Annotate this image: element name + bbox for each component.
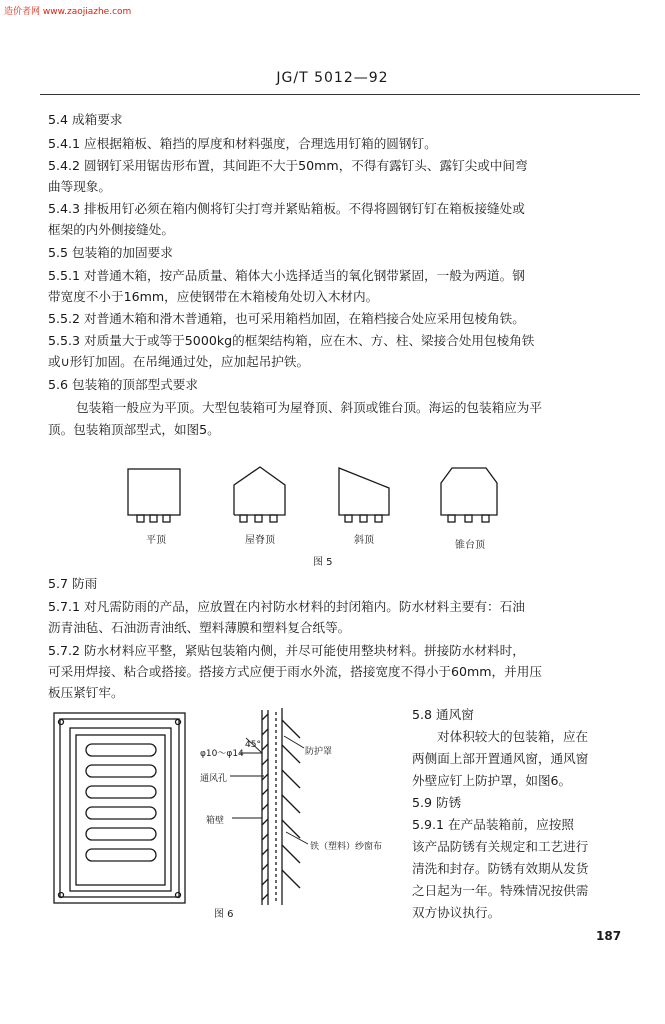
clause-5-4-1: 5.4.1 应根据箱板、箱挡的厚度和材料强度，合理选用钉箱的圆钢钉。 — [48, 136, 437, 151]
box-flat-top — [128, 469, 180, 522]
page-number: 187 — [596, 929, 622, 943]
clause-5-7-2-line2: 可采用焊接、粘合或搭接。搭接方式应便于雨水外流，搭接宽度不得小于60mm，并用压 — [48, 664, 542, 679]
label-guard: 防护罩 — [305, 747, 333, 757]
clause-5-9-1-line1: 5.9.1 在产品装箱前，应按照 — [412, 817, 574, 832]
clause-5-4-3-line2: 框架的内外侧接缝处。 — [48, 222, 174, 237]
label-flat-top: 平顶 — [146, 535, 166, 546]
clause-5-5-3-line1: 5.5.3 对质量大于或等于5000kg的框架结构箱，应在木、方、柱、梁接合处用包棱角铁 — [48, 333, 535, 348]
clause-5-9-1-line3: 清洗和封存。防锈有效期从发货 — [412, 861, 589, 876]
clause-5-5-3-line2: 或∪形钉加固。在吊绳通过处，应加起吊护铁。 — [48, 354, 310, 369]
clause-5-4-2-line2: 曲等现象。 — [48, 179, 111, 194]
clause-5-9-1-line4: 之日起为一年。特殊情况按供需 — [412, 883, 589, 898]
figure5-caption: 图 5 — [313, 557, 333, 568]
section-5-9-heading: 5.9 防锈 — [412, 795, 462, 810]
figure6-caption: 图 6 — [214, 909, 234, 920]
clause-5-7-1-line1: 5.7.1 对凡需防雨的产品，应放置在内衬防水材料的封闭箱内。防水材料主要有：石油 — [48, 599, 525, 614]
label-screen: 铁（塑料）纱窗布 — [310, 842, 383, 852]
section-5-8-heading: 5.8 通风窗 — [412, 707, 474, 722]
label-ridge-top: 屋脊顶 — [245, 535, 275, 546]
section-5-8-line1: 对体积较大的包装箱，应在 — [437, 729, 589, 744]
vent-window-section — [240, 708, 300, 905]
clause-5-5-1-line2: 带宽度不小于16mm，应使钢带在木箱棱角处切入木材内。 — [48, 289, 379, 304]
clause-5-9-1-line2: 该产品防锈有关规定和工艺进行 — [412, 839, 589, 854]
section-5-5-heading: 5.5 包装箱的加固要求 — [48, 245, 173, 260]
clause-5-4-2-line1: 5.4.2 圆钢钉采用锯齿形布置，其间距不大于50mm，不得有露钉头、露钉尖或中间弯 — [48, 158, 528, 173]
section-5-6-heading: 5.6 包装箱的顶部型式要求 — [48, 377, 198, 392]
clause-5-9-1-line5: 双方协议执行。 — [412, 905, 501, 920]
section-5-8-line2: 两侧面上部开置通风窗，通风窗 — [412, 751, 589, 766]
vent-window-front — [54, 713, 185, 903]
section-5-6-para-line1: 包装箱一般应为平顶。大型包装箱可为屋脊顶、斜顶或锥台顶。海运的包装箱应为平 — [76, 400, 542, 415]
label-box-wall: 箱壁 — [206, 816, 225, 826]
clause-5-5-1-line1: 5.5.1 对普通木箱，按产品质量、箱体大小选择适当的氧化钢带紧固，一般为两道。钢 — [48, 268, 525, 283]
label-diameter: φ10～φ14 — [200, 749, 244, 759]
label-slanted-top: 斜顶 — [354, 535, 374, 546]
section-5-6-para-line2: 顶。包装箱顶部型式，如图5。 — [48, 422, 220, 437]
clause-5-4-3-line1: 5.4.3 排板用钉必须在箱内侧将钉尖打弯并紧贴箱板。不得将圆钢钉钉在箱板接缝处或 — [48, 201, 525, 216]
box-slanted-top — [339, 468, 389, 522]
label-truncated-top: 锥台顶 — [455, 540, 485, 551]
site-banner: 造价者网 www.zaojiazhe.com — [4, 7, 132, 17]
clause-5-5-2: 5.5.2 对普通木箱和滑木普通箱，也可采用箱档加固，在箱档接合处应采用包棱角铁。 — [48, 311, 525, 326]
clause-5-7-1-line2: 沥青油毡、石油沥青油纸、塑料薄膜和塑料复合纸等。 — [48, 620, 351, 635]
box-ridge-top — [234, 467, 285, 522]
section-5-8-line3: 外壁应钉上防护罩，如图6。 — [412, 773, 572, 788]
clause-5-7-2-line1: 5.7.2 防水材料应平整，紧贴包装箱内侧，并尽可能使用整块材料。拼接防水材料时， — [48, 643, 525, 658]
box-truncated-top — [441, 468, 497, 522]
label-angle: 45° — [245, 740, 261, 750]
section-5-4-heading: 5.4 成箱要求 — [48, 112, 123, 127]
standard-header: JG/T 5012—92 — [276, 70, 389, 86]
label-vent-hole: 通风孔 — [200, 774, 228, 784]
section-5-7-heading: 5.7 防雨 — [48, 576, 98, 591]
clause-5-7-2-line3: 板压紧钉牢。 — [48, 685, 124, 700]
